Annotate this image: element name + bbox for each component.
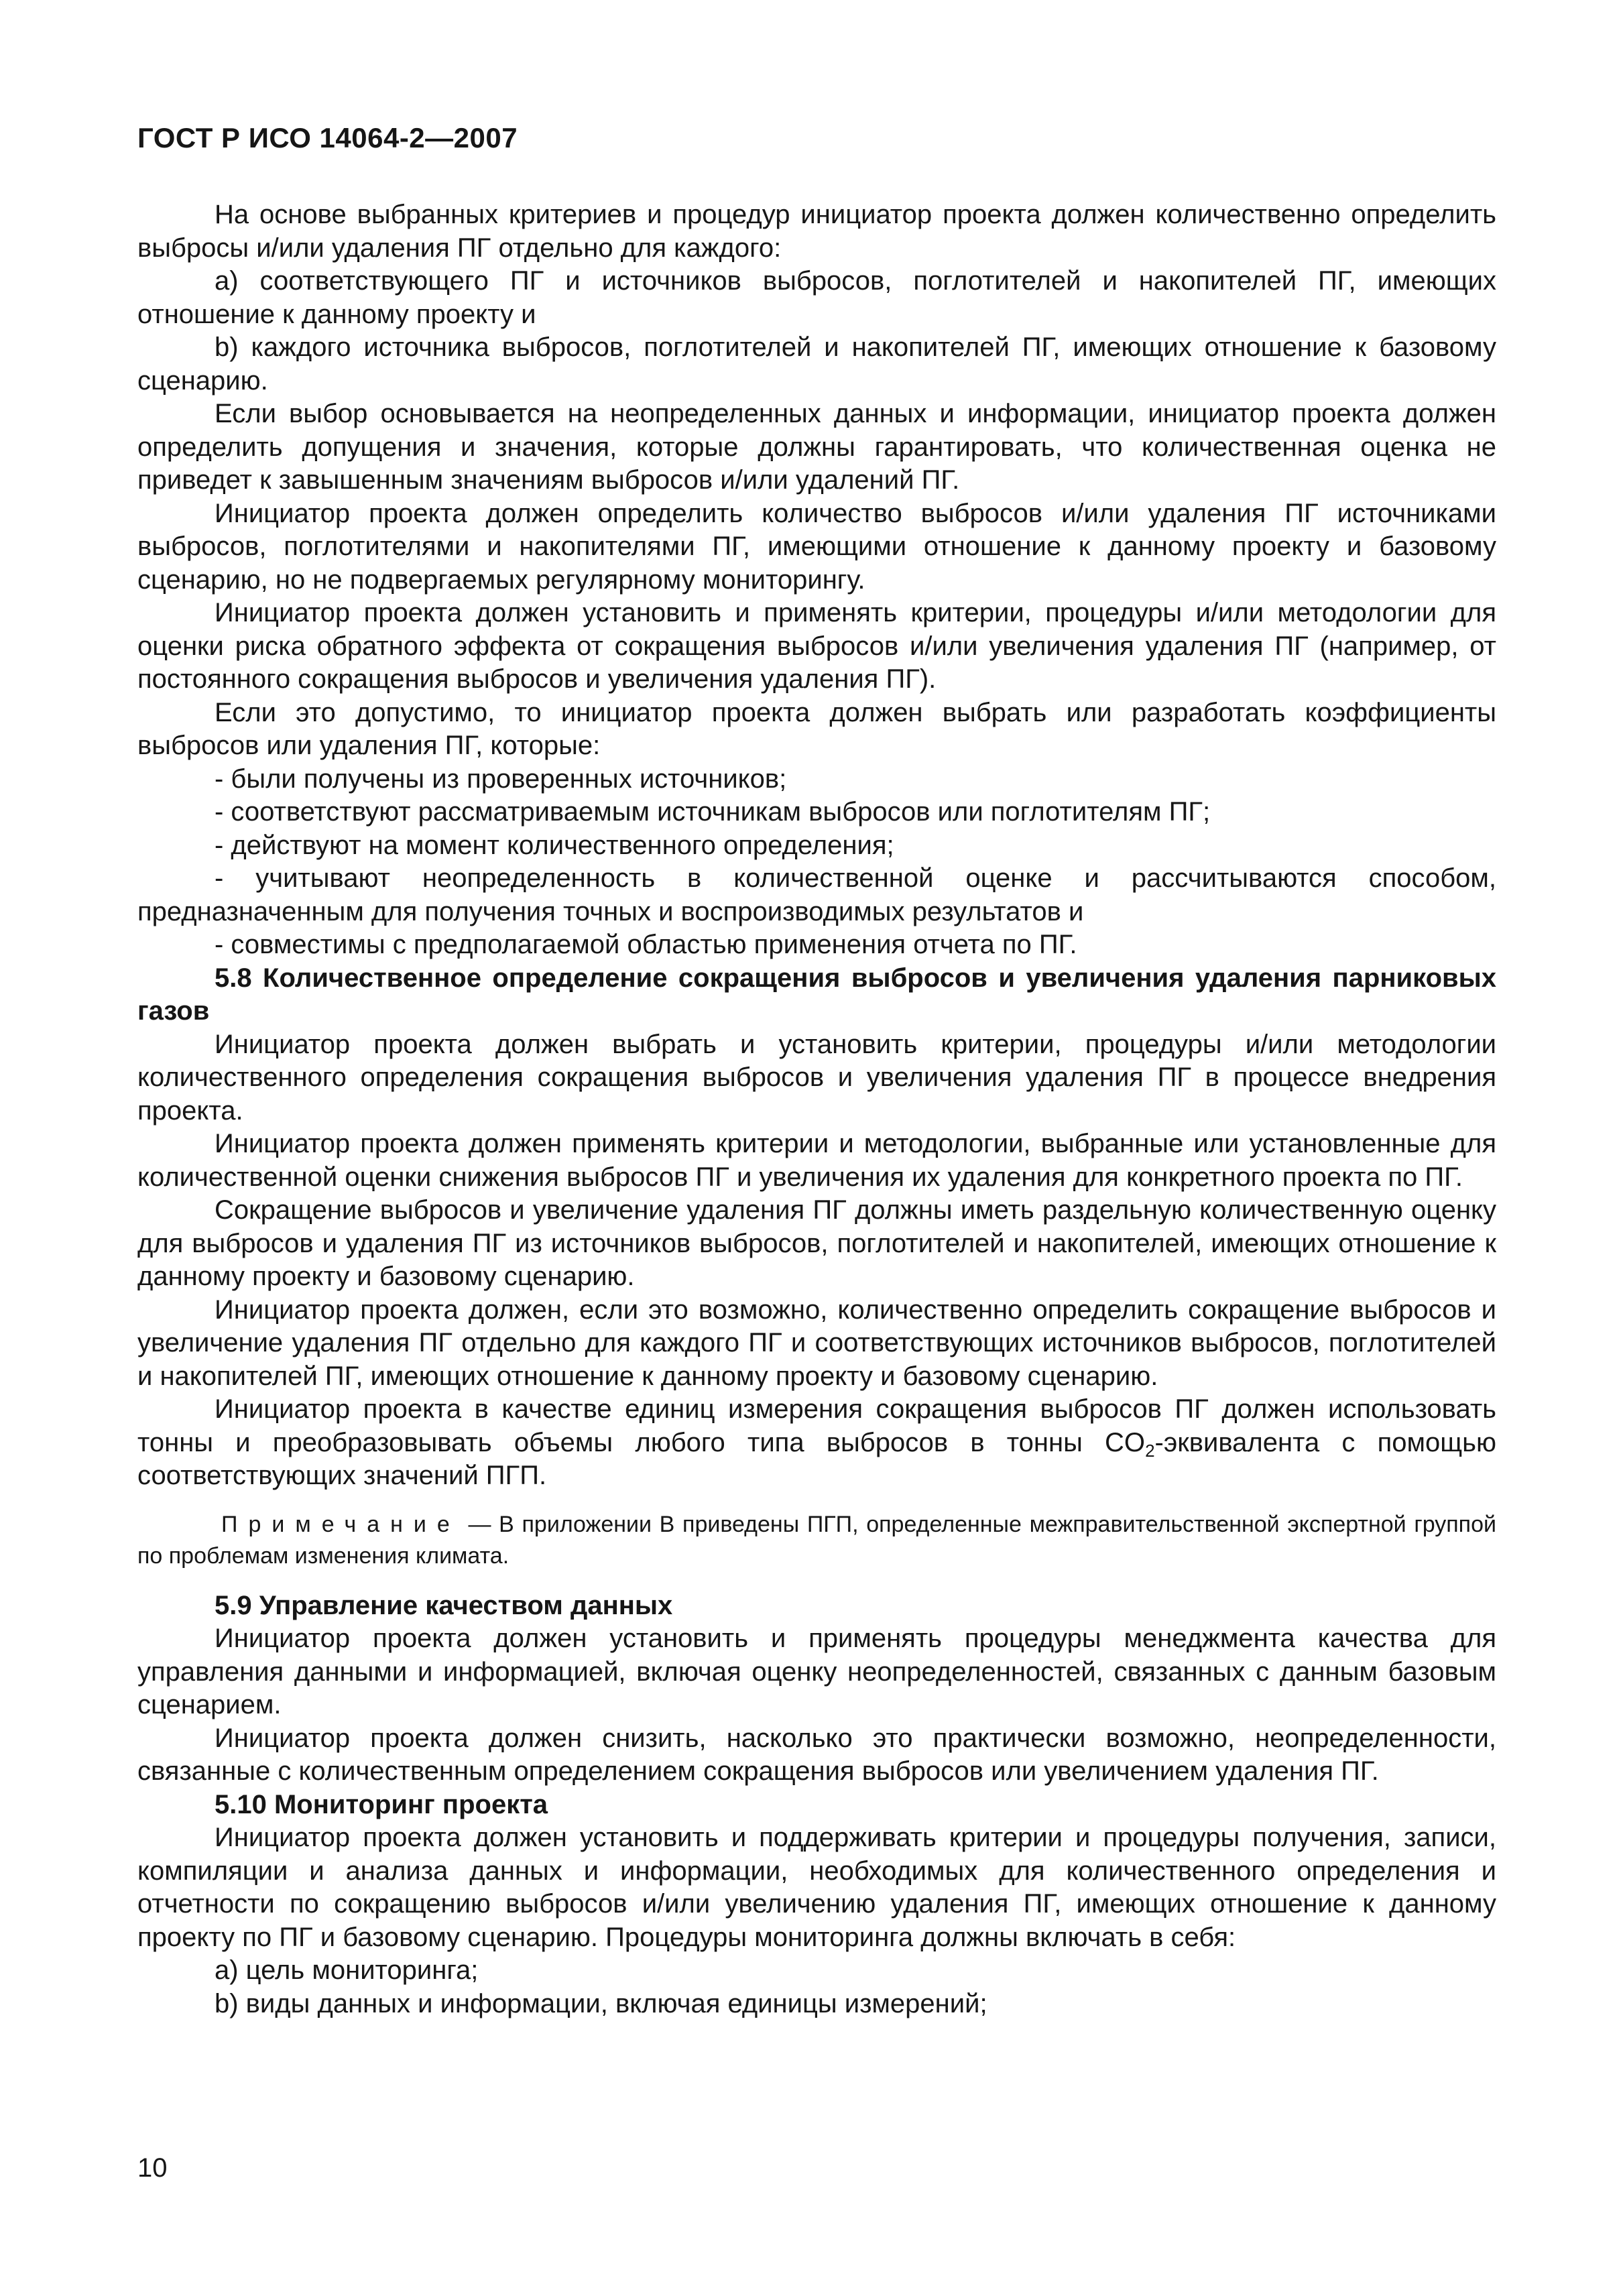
paragraph: Инициатор проекта должен установить и применять критерии, процедуры и/или методологии для оценки риска обратного эффекта от сокращения выбросов и/или увеличения удаления ПГ (например, от постоянного сокращения выбросов и увеличения удаления ПГ).: [137, 598, 1496, 694]
document-body: [137, 198, 1496, 2020]
paragraph-text: Инициатор проекта в качестве единиц измерения сокращения выбросов ПГ должен использовать тонны и преобразовывать объемы любого типа выбросов в тонны CO: [137, 1394, 1496, 1457]
list-item: - были получены из проверенных источников;: [215, 764, 787, 794]
paragraph: На основе выбранных критериев и процедур инициатор проекта должен количественно определить выбросы и/или удаления ПГ отдельно для каждого:: [137, 200, 1496, 263]
note-label: Примечание: [221, 1511, 461, 1537]
paragraph: Сокращение выбросов и увеличение удаления ПГ должны иметь раздельную количественную оценку для выбросов и удаления ПГ из источников выбросов, поглотителей и накопителей, имеющих отношение к данному проекту и базовому сценарию.: [137, 1195, 1496, 1291]
paragraph: Инициатор проекта должен определить количество выбросов и/или удаления ПГ источниками выбросов, поглотителями и накопителями ПГ, имеющими отношение к данному проекту и базовому сценарию, но не подвергаемых регулярному мониторингу.: [137, 498, 1496, 595]
paragraph: Инициатор проекта должен, если это возможно, количественно определить сокращение выбросов и увеличение удаления ПГ отдельно для каждого ПГ и соответствующих источников выбросов, поглотителей и накопителей ПГ, имеющих отношение к данному проекту и базовому сценарию.: [137, 1294, 1496, 1391]
paragraph: Инициатор проекта должен снизить, насколько это практически возможно, неопределенности, связанные с количественным определением сокращения выбросов или увеличением удаления ПГ.: [137, 1723, 1496, 1786]
note: [137, 1509, 1496, 1572]
list-item: b) виды данных и информации, включая единицы измерений;: [215, 1988, 987, 2018]
paragraph: Инициатор проекта должен применять критерии и методологии, выбранные или установленные для количественной оценки снижения выбросов ПГ и увеличения их удаления для конкретного проекта по ПГ.: [137, 1129, 1496, 1192]
document-standard-number: ГОСТ Р ИСО 14064-2—2007: [137, 122, 518, 154]
paragraph: [137, 1393, 1496, 1493]
note-text: — В приложении В приведены ПГП, определенные межправительственной экспертной группой по проблемам изменения климата.: [137, 1511, 1496, 1569]
paragraph-text: -эквивалента с помощью соответствующих значений ПГП.: [137, 1427, 1497, 1490]
paragraph: Если это допустимо, то инициатор проекта должен выбрать или разработать коэффициенты выбросов или удаления ПГ, которые:: [137, 697, 1496, 760]
list-item: а) соответствующего ПГ и источников выбросов, поглотителей и накопителей ПГ, имеющих отношение к данному проекту и: [137, 266, 1496, 329]
list-item: - соответствуют рассматриваемым источникам выбросов или поглотителям ПГ;: [215, 797, 1211, 827]
list-item: - действуют на момент количественного определения;: [215, 830, 894, 860]
subscript: 2: [1145, 1440, 1155, 1461]
section-heading: 5.10 Мониторинг проекта: [215, 1789, 548, 1819]
list-item: b) каждого источника выбросов, поглотителей и накопителей ПГ, имеющих отношение к базовому сценарию.: [137, 333, 1496, 396]
list-item: а) цель мониторинга;: [215, 1955, 479, 1985]
list-item: - учитывают неопределенность в количественной оценке и рассчитываются способом, предназначенным для получения точных и воспроизводимых результатов и: [137, 863, 1496, 926]
paragraph: Если выбор основывается на неопределенных данных и информации, инициатор проекта должен определить допущения и значения, которые должны гарантировать, что количественная оценка не приведет к завышенным значениям выбросов и/или удалений ПГ.: [137, 399, 1496, 495]
section-heading: 5.8 Количественное определение сокращения выбросов и увеличения удаления парниковых газов: [137, 963, 1496, 1026]
section-heading: 5.9 Управление качеством данных: [215, 1590, 673, 1620]
paragraph: Инициатор проекта должен установить и применять процедуры менеджмента качества для управления данными и информацией, включая оценку неопределенностей, связанных с данным базовым сценарием.: [137, 1624, 1496, 1719]
page-number: 10: [137, 2153, 168, 2183]
paragraph: Инициатор проекта должен установить и поддерживать критерии и процедуры получения, записи, компиляции и анализа данных и информации, необходимых для количественного определения и отчетности по сокращению выбросов и/или увеличению удаления ПГ, имеющих отношение к данному проекту по ПГ и базовому сценарию. Процедуры мониторинга должны включать в себя:: [137, 1823, 1496, 1952]
paragraph: Инициатор проекта должен выбрать и установить критерии, процедуры и/или методологии количественного определения сокращения выбросов и увеличения удаления ПГ в процессе внедрения проекта.: [137, 1029, 1496, 1126]
list-item: - совместимы с предполагаемой областью применения отчета по ПГ.: [215, 930, 1077, 959]
